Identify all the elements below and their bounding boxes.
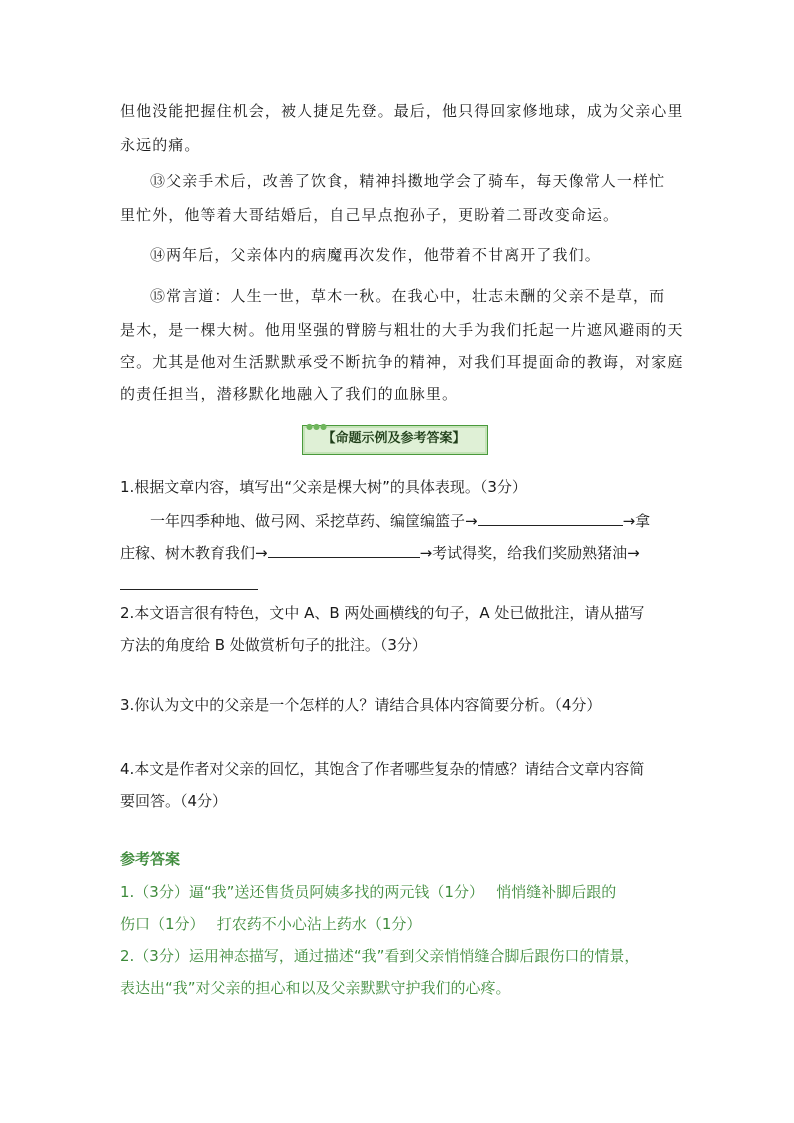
q1-seg2: →拿 xyxy=(622,512,651,530)
passage-line: 是木，是一棵大树。他用坚强的臂膀与粗壮的大手为我们托起一片遮风避雨的天 xyxy=(120,321,684,339)
answer-blank-1[interactable] xyxy=(478,507,623,526)
q1-seg1: 一年四季种地、做弓网、采挖草药、编筐编篮子→ xyxy=(150,512,478,530)
q1-seg4: →考试得奖，给我们奖励熟猪油→ xyxy=(419,544,640,562)
answer-1-line2: 伤口（1分） 打农药不小心沾上药水（1分） xyxy=(120,915,422,933)
question-1-stem: 1.根据文章内容，填写出“父亲是棵大树”的具体表现。（3分） xyxy=(120,478,527,496)
section-banner xyxy=(302,422,488,455)
paragraph-15: ⑮常言道：人生一世，草木一秋。在我心中，壮志未酬的父亲不是草，而 xyxy=(150,287,666,305)
question-1-line1 xyxy=(120,504,680,538)
q1-seg3: 庄稼、树木教育我们→ xyxy=(120,544,268,562)
answer-1-line1: 1.（3分）逼“我”送还售货员阿姨多找的两元钱（1分） 悄悄缝补脚后跟的 xyxy=(120,883,617,901)
question-2-line1: 2.本文语言很有特色，文中 A、B 两处画横线的句子，A 处已做批注，请从描写 xyxy=(120,604,645,622)
question-4-line2: 要回答。（4分） xyxy=(120,792,228,810)
question-2-line2: 方法的角度给 B 处做赏析句子的批注。（3分） xyxy=(120,636,427,654)
paragraph-13: ⑬父亲手术后，改善了饮食，精神抖擞地学会了骑车，每天像常人一样忙 xyxy=(150,172,666,190)
question-4-line1: 4.本文是作者对父亲的回忆，其饱含了作者哪些复杂的情感？请结合文章内容简 xyxy=(120,760,645,778)
answer-2-line1: 2.（3分）运用神态描写，通过描述“我”看到父亲悄悄缝合脚后跟伤口的情景， xyxy=(120,947,640,965)
answer-blank-3[interactable] xyxy=(120,571,258,590)
question-1-line2 xyxy=(120,536,680,570)
answer-blank-2[interactable] xyxy=(268,539,420,558)
passage-line: 永远的痛。 xyxy=(120,136,201,154)
banner-title: 【命题示例及参考答案】 xyxy=(322,431,466,446)
question-3: 3.你认为文中的父亲是一个怎样的人？请结合具体内容简要分析。（4分） xyxy=(120,696,602,714)
paragraph-14: ⑭两年后，父亲体内的病魔再次发作，他带着不甘离开了我们。 xyxy=(150,246,601,264)
banner-dots-icon: ●●● xyxy=(306,422,327,431)
passage-line: 里忙外，他等着大哥结婚后，自己早点抱孙子，更盼着二哥改变命运。 xyxy=(120,206,620,224)
passage-line: 的责任担当，潜移默化地融入了我们的血脉里。 xyxy=(120,385,459,403)
answers-title: 参考答案 xyxy=(120,850,181,868)
passage-line: 但他没能把握住机会，被人捷足先登。最后，他只得回家修地球，成为父亲心里 xyxy=(120,102,684,120)
passage-line: 空。尤其是他对生活默默承受不断抗争的精神，对我们耳提面命的教诲，对家庭 xyxy=(120,353,684,371)
answer-2-line2: 表达出“我”对父亲的担心和以及父亲默默守护我们的心疼。 xyxy=(120,979,511,997)
